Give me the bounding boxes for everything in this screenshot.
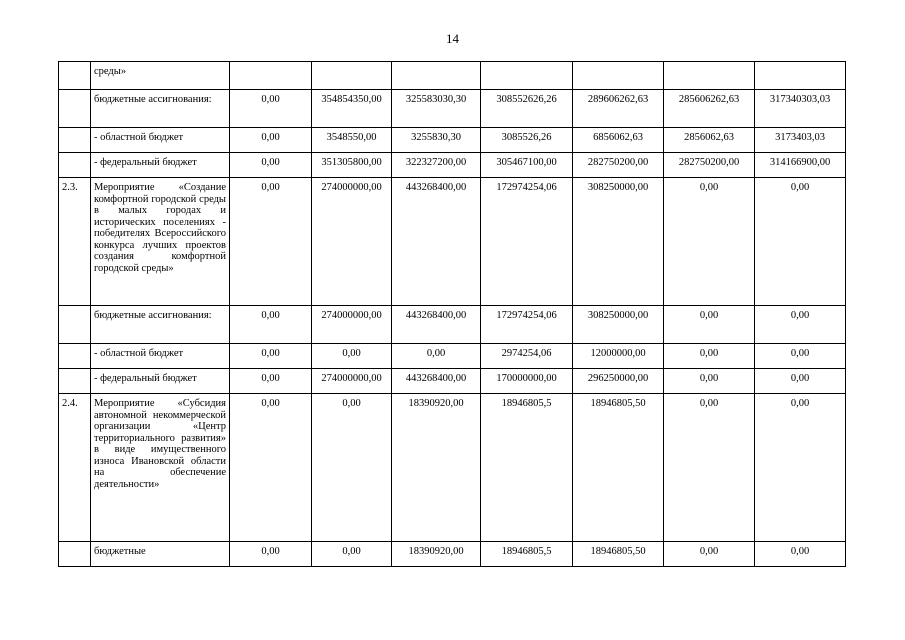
value-cell: 18946805,50 <box>573 394 664 542</box>
value-cell: 285606262,63 <box>664 90 755 128</box>
value-cell: 3548550,00 <box>312 128 392 153</box>
value-cell: 0,00 <box>312 344 392 369</box>
value-cell: 0,00 <box>230 153 312 178</box>
value-cell: 0,00 <box>230 344 312 369</box>
value-cell: 443268400,00 <box>392 369 481 394</box>
row-number-cell <box>59 90 91 128</box>
row-number-cell <box>59 369 91 394</box>
value-cell: 0,00 <box>392 344 481 369</box>
row-number-cell <box>59 306 91 344</box>
value-cell: 0,00 <box>755 178 846 306</box>
value-cell: 0,00 <box>664 369 755 394</box>
value-cell <box>481 62 573 90</box>
table-row <box>59 542 846 567</box>
value-cell: 0,00 <box>755 542 846 567</box>
value-cell: 274000000,00 <box>312 178 392 306</box>
value-cell: 0,00 <box>230 369 312 394</box>
value-cell: 0,00 <box>664 344 755 369</box>
description-cell: бюджетные ассигнования: <box>91 90 230 128</box>
value-cell: 0,00 <box>664 178 755 306</box>
value-cell: 0,00 <box>230 178 312 306</box>
value-cell: 0,00 <box>230 542 312 567</box>
value-cell: 0,00 <box>230 90 312 128</box>
description-cell: Мероприятие «Субсидия автономной некоммерческой организации «Центр территориального развития» в виде имущественного износа Ивановской области на обеспечение деятельности» <box>91 394 230 542</box>
value-cell: 0,00 <box>230 128 312 153</box>
description-cell: - федеральный бюджет <box>91 369 230 394</box>
row-number-cell <box>59 62 91 90</box>
value-cell: 308250000,00 <box>573 178 664 306</box>
page-number: 14 <box>446 31 459 46</box>
row-number-cell <box>59 153 91 178</box>
value-cell: 0,00 <box>664 306 755 344</box>
description-cell: бюджетные ассигнования: <box>91 306 230 344</box>
value-cell: 354854350,00 <box>312 90 392 128</box>
value-cell <box>573 62 664 90</box>
value-cell: 3173403,03 <box>755 128 846 153</box>
row-number-cell <box>59 542 91 567</box>
description-cell: среды» <box>91 62 230 90</box>
description-cell: - областной бюджет <box>91 128 230 153</box>
value-cell: 18390920,00 <box>392 542 481 567</box>
value-cell: 18946805,5 <box>481 542 573 567</box>
value-cell <box>312 62 392 90</box>
value-cell: 351305800,00 <box>312 153 392 178</box>
value-cell: 2856062,63 <box>664 128 755 153</box>
value-cell: 314166900,00 <box>755 153 846 178</box>
value-cell: 18946805,5 <box>481 394 573 542</box>
value-cell: 3255830,30 <box>392 128 481 153</box>
value-cell: 317340303,03 <box>755 90 846 128</box>
value-cell: 325583030,30 <box>392 90 481 128</box>
value-cell: 0,00 <box>755 394 846 542</box>
value-cell: 0,00 <box>664 394 755 542</box>
value-cell: 0,00 <box>230 394 312 542</box>
value-cell <box>755 62 846 90</box>
value-cell <box>392 62 481 90</box>
value-cell: 0,00 <box>755 344 846 369</box>
value-cell: 305467100,00 <box>481 153 573 178</box>
value-cell: 443268400,00 <box>392 306 481 344</box>
value-cell: 2974254,06 <box>481 344 573 369</box>
value-cell: 172974254,06 <box>481 178 573 306</box>
row-number-cell <box>59 344 91 369</box>
value-cell: 0,00 <box>230 306 312 344</box>
description-cell: бюджетные <box>91 542 230 567</box>
description-cell: Мероприятие «Создание комфортной городской среды в малых городах и исторических поселениях - победителях Всероссийского конкурса лучших проектов создания комфортной городской среды» <box>91 178 230 306</box>
value-cell: 0,00 <box>755 306 846 344</box>
value-cell: 0,00 <box>312 394 392 542</box>
value-cell: 12000000,00 <box>573 344 664 369</box>
table-row <box>59 394 846 542</box>
row-number-cell: 2.4. <box>59 394 91 542</box>
table-row <box>59 344 846 369</box>
table-row <box>59 90 846 128</box>
value-cell: 296250000,00 <box>573 369 664 394</box>
value-cell: 282750200,00 <box>573 153 664 178</box>
value-cell: 274000000,00 <box>312 369 392 394</box>
value-cell: 282750200,00 <box>664 153 755 178</box>
value-cell: 0,00 <box>664 542 755 567</box>
value-cell: 308552626,26 <box>481 90 573 128</box>
description-cell: - областной бюджет <box>91 344 230 369</box>
value-cell: 6856062,63 <box>573 128 664 153</box>
value-cell: 0,00 <box>755 369 846 394</box>
value-cell: 3085526,26 <box>481 128 573 153</box>
table-row <box>59 306 846 344</box>
table-row <box>59 178 846 306</box>
table-row <box>59 62 846 90</box>
value-cell: 18390920,00 <box>392 394 481 542</box>
value-cell: 443268400,00 <box>392 178 481 306</box>
value-cell <box>230 62 312 90</box>
value-cell: 274000000,00 <box>312 306 392 344</box>
value-cell: 308250000,00 <box>573 306 664 344</box>
value-cell <box>664 62 755 90</box>
table-row <box>59 369 846 394</box>
table-row <box>59 153 846 178</box>
row-number-cell <box>59 128 91 153</box>
description-cell: - федеральный бюджет <box>91 153 230 178</box>
value-cell: 322327200,00 <box>392 153 481 178</box>
value-cell: 0,00 <box>312 542 392 567</box>
row-number-cell: 2.3. <box>59 178 91 306</box>
value-cell: 172974254,06 <box>481 306 573 344</box>
value-cell: 289606262,63 <box>573 90 664 128</box>
budget-table <box>58 61 846 567</box>
table-row <box>59 128 846 153</box>
value-cell: 18946805,50 <box>573 542 664 567</box>
value-cell: 170000000,00 <box>481 369 573 394</box>
